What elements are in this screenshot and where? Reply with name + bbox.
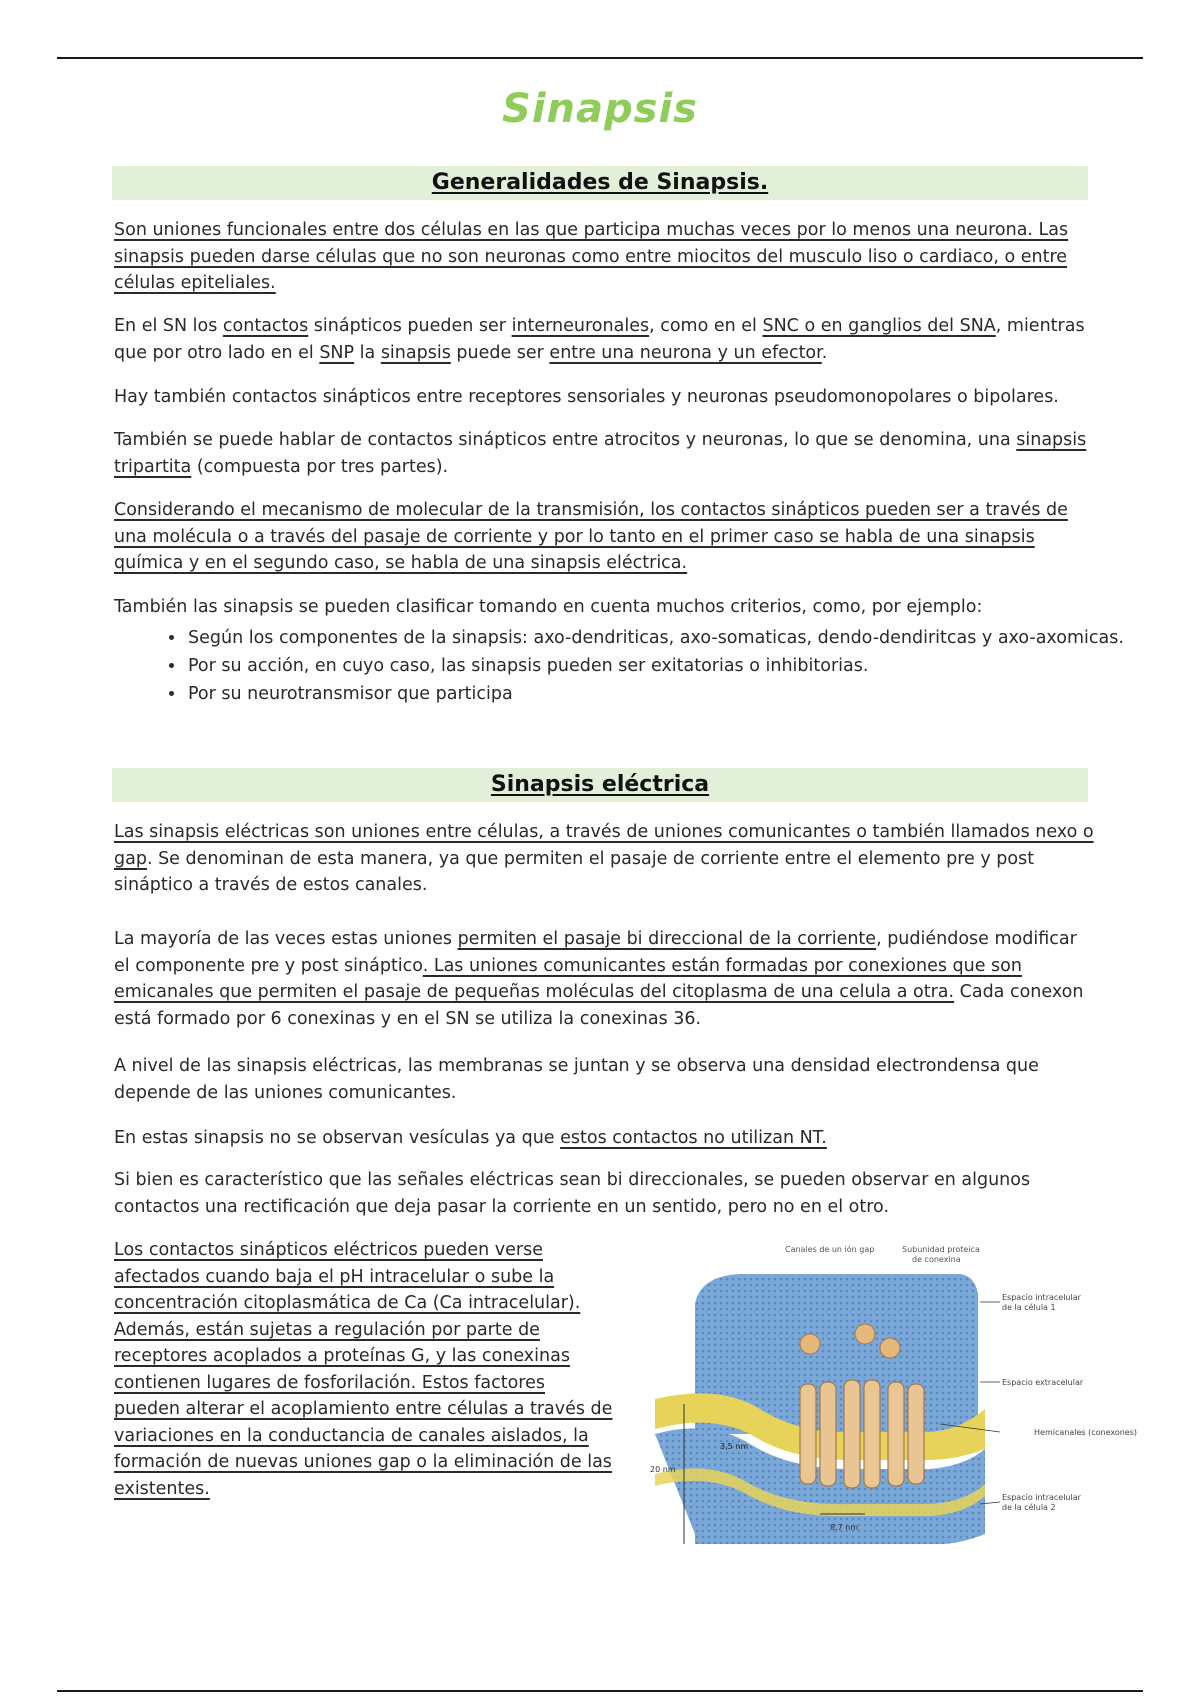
bottom-rule (57, 1690, 1143, 1692)
label-gap-channels: Canales de un ión gap (785, 1245, 875, 1254)
paragraph-tripartite: También se puede hablar de contactos sinápticos entre atrocitos y neuronas, lo que se denomina, una sinapsis tripartita (compuesta por tres partes). (114, 430, 1087, 477)
gap-junction-figure (640, 1234, 1160, 1564)
label-3-5nm: 3,5 nm (720, 1442, 749, 1451)
connexon (908, 1384, 924, 1484)
label-intracellular-1b: de la célula 1 (1002, 1303, 1056, 1312)
label-8-7nm: 8,7 nm (830, 1523, 859, 1532)
paragraph-receptors: Hay también contactos sinápticos entre receptores sensoriales y neuronas pseudomonopolares o bipolares. (114, 387, 1059, 407)
classification-list (114, 624, 1146, 708)
connexon (820, 1382, 836, 1486)
heading-text: Sinapsis eléctrica (490, 772, 710, 797)
label-extracellular: Espacio extracelular (1002, 1378, 1084, 1387)
label-intracellular-2b: de la célula 2 (1002, 1503, 1056, 1512)
connexin-rosette (855, 1324, 875, 1344)
label-intracellular-1: Espacio intracelular (1002, 1293, 1081, 1302)
heading-text: Generalidades de Sinapsis. (431, 170, 769, 195)
list-item: • Por su neurotransmisor que participa (186, 680, 1146, 708)
label-connexin-subunit: Subunidad proteica (902, 1245, 980, 1254)
paragraph-bidirectional: La mayoría de las veces estas uniones permiten el pasaje bi direccional de la corriente, pudiéndose modificar el componente pre y post sináptico. Las uniones comunicantes están formadas por conexiones que son emicanales que permiten el pasaje de pequeñas moléculas del citoplasma de una celula a otra. Cada conexon está formado por 6 conexinas y en el SN se utiliza la conexinas 36. (114, 929, 1084, 1029)
connexon (800, 1384, 816, 1484)
paragraph-rectification: Si bien es característico que las señales eléctricas sean bi direccionales, se pueden observar en algunos contactos una rectificación que deja pasar la corriente en un sentido, pero no en el otro. (114, 1170, 1031, 1217)
label-connexin-subunit-2: de conexina (912, 1255, 961, 1264)
list-item: • Por su acción, en cuyo caso, las sinapsis pueden ser exitatorias o inhibitorias. (186, 652, 1146, 680)
list-item: • Según los componentes de la sinapsis: axo-dendriticas, axo-somaticas, dendo-dendiritcas y axo-axomicas. (186, 624, 1146, 652)
label-20nm: 20 nm (650, 1465, 676, 1474)
connexon (844, 1380, 860, 1488)
label-intracellular-2: Espacio intracelular (1002, 1493, 1081, 1502)
connexin-rosette (800, 1334, 820, 1354)
paragraph-regulation: Los contactos sinápticos eléctricos pueden verse afectados cuando baja el pH intracelular o sube la concentración citoplasmática de Ca (Ca intracelular). Además, están sujetas a regulación por parte de receptores acoplados a proteínas G, y las conexinas contienen lugares de fosforilación. Estos factores pueden alterar el acoplamiento entre células a través de variaciones en la conductancia de canales aislados, la formación de nuevas uniones gap o la eliminación de las existentes. (114, 1240, 613, 1499)
section-heading-electrica (112, 768, 1088, 802)
connexon (888, 1382, 904, 1486)
top-rule (57, 57, 1143, 59)
paragraph-electrical-definition: Las sinapsis eléctricas son uniones entre células, a través de uniones comunicantes o también llamados nexo o gap. Se denominan de esta manera, ya que permiten el pasaje de corriente entre el elemento pre y post sináptico a través de estos canales. (114, 822, 1094, 895)
paragraph-membranes: A nivel de las sinapsis eléctricas, las membranas se juntan y se observa una densidad electrondensa que depende de las uniones comunicantes. (114, 1056, 1039, 1103)
label-hemichannels: Hemicanales (conexones) (1034, 1428, 1138, 1437)
paragraph-vesicles: En estas sinapsis no se observan vesículas ya que estos contactos no utilizan NT. (114, 1128, 827, 1148)
connexin-rosette (880, 1338, 900, 1358)
section-heading-generalidades (112, 166, 1088, 200)
page-title: Sinapsis (502, 86, 698, 132)
paragraph-classification: También las sinapsis se pueden clasificar tomando en cuenta muchos criterios, como, por ejemplo: (114, 597, 983, 617)
paragraph-definition: Son uniones funcionales entre dos células en las que participa muchas veces por lo menos una neurona. Las sinapsis pueden darse células que no son neuronas como entre miocitos del musculo liso o cardiaco, o entre células epiteliales. (114, 220, 1069, 293)
connexon (864, 1380, 880, 1488)
paragraph-contact-types: En el SN los contactos sinápticos pueden ser interneuronales, como en el SNC o en ganglios del SNA, mientras que por otro lado en el SNP la sinapsis puede ser entre una neurona y un efector. (114, 316, 1085, 363)
paragraph-mechanism: Considerando el mecanismo de molecular de la transmisión, los contactos sinápticos pueden ser a través de una molécula o a través del pasaje de corriente y por lo tanto en el primer caso se habla de una sinapsis química y en el segundo caso, se habla de una sinapsis eléctrica. (114, 500, 1068, 573)
